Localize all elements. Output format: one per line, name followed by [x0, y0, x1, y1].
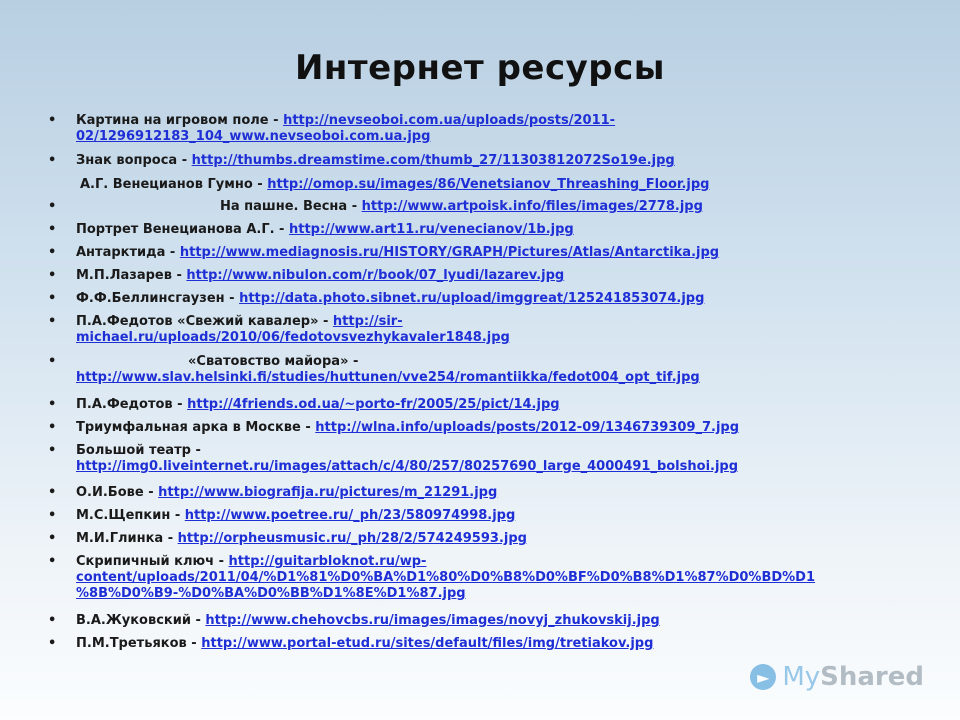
list-item: • «Сватовство майора» - http://www.slav.helsinki.fi/studies/huttunen/vve254/romantiikka/fedot004_opt_tif.jpg [48, 354, 700, 385]
watermark-logo: ► MyShared [750, 662, 924, 692]
resource-link[interactable]: http://www.chehovcbs.ru/images/images/novyj_zhukovskij.jpg [205, 613, 660, 628]
resource-link[interactable]: http://orpheusmusic.ru/_ph/28/2/574249593.jpg [177, 531, 527, 546]
list-item: • Портрет Венецианова А.Г. - http://www.art11.ru/venecianov/1b.jpg [48, 222, 574, 237]
resource-link[interactable]: http://data.photo.sibnet.ru/upload/imggreat/125241853074.jpg [239, 291, 705, 306]
list-item: • Скрипичный ключ - http://guitarbloknot.ru/wp- content/uploads/2011/04/%D1%81%D0%BA%D1%80%D0%B8%D0%BF%D0%B8%D1%87%D0%BD%D1 %8B%D0%B9-%D0%BA%D0%BB%D1%8E%D1%87.jpg [48, 554, 816, 601]
resource-link[interactable]: http://www.slav.helsinki.fi/studies/huttunen/vve254/romantiikka/fedot004_opt_tif.jpg [76, 370, 700, 385]
list-item: • П.А.Федотов - http://4friends.od.ua/~porto-fr/2005/25/pict/14.jpg [48, 397, 560, 412]
list-item: • Знак вопроса - http://thumbs.dreamstime.com/thumb_27/11303812072So19e.jpg [48, 153, 675, 168]
list-item: • М.И.Глинка - http://orpheusmusic.ru/_ph/28/2/574249593.jpg [48, 531, 527, 546]
resource-link[interactable]: http://www.biografija.ru/pictures/m_21291.jpg [158, 485, 498, 500]
resource-link[interactable]: http://omop.su/images/86/Venetsianov_Threashing_Floor.jpg [267, 177, 710, 192]
list-item: • М.П.Лазарев - http://www.nibulon.com/r/book/07_lyudi/lazarev.jpg [48, 268, 565, 283]
list-item: • В.А.Жуковский - http://www.chehovcbs.ru/images/images/novyj_zhukovskij.jpg [48, 613, 660, 628]
list-item: • Картина на игровом поле - http://nevseoboi.com.ua/uploads/posts/2011- 02/1296912183_104_www.nevseoboi.com.ua.jpg [48, 113, 616, 144]
list-item: • Ф.Ф.Беллинсгаузен - http://data.photo.sibnet.ru/upload/imggreat/125241853074.jpg [48, 291, 705, 306]
resource-link[interactable]: http://www.mediagnosis.ru/HISTORY/GRAPH/Pictures/Atlas/Antarctika.jpg [179, 245, 720, 260]
list-item: • О.И.Бове - http://www.biografija.ru/pictures/m_21291.jpg [48, 485, 498, 500]
resource-link[interactable]: http://www.poetree.ru/_ph/23/580974998.jpg [184, 508, 516, 523]
list-item: • П.М.Третьяков - http://www.portal-etud.ru/sites/default/files/img/tretiakov.jpg [48, 636, 654, 651]
resource-link[interactable]: http://www.artpoisk.info/files/images/2778.jpg [361, 199, 703, 214]
list-item: • М.С.Щепкин - http://www.poetree.ru/_ph/23/580974998.jpg [48, 508, 516, 523]
list-item: • Триумфальная арка в Москве - http://wlna.info/uploads/posts/2012-09/1346739309_7.jpg [48, 420, 740, 435]
resource-link[interactable]: http://www.portal-etud.ru/sites/default/files/img/tretiakov.jpg [201, 636, 654, 651]
play-icon: ► [750, 664, 776, 690]
resource-link-continued[interactable]: 02/1296912183_104_www.nevseoboi.com.ua.jpg [76, 129, 431, 144]
resource-link-continued[interactable]: %8B%D0%B9-%D0%BA%D0%BB%D1%8E%D1%87.jpg [76, 586, 466, 601]
list-item: А.Г. Венецианов Гумно - http://omop.su/images/86/Venetsianov_Threashing_Floor.jpg [80, 177, 710, 192]
resource-link[interactable]: http://nevseoboi.com.ua/uploads/posts/2011- [283, 113, 616, 128]
list-item: • Антарктида - http://www.mediagnosis.ru/HISTORY/GRAPH/Pictures/Atlas/Antarctika.jpg [48, 245, 720, 260]
resource-link-continued[interactable]: michael.ru/uploads/2010/06/fedotovsvezhykavaler1848.jpg [76, 330, 510, 345]
resource-link-continued[interactable]: content/uploads/2011/04/%D1%81%D0%BA%D1%80%D0%B8%D0%BF%D0%B8%D1%87%D0%BD%D1 [76, 570, 816, 585]
resource-link[interactable]: http://img0.liveinternet.ru/images/attach/c/4/80/257/80257690_large_4000491_bolshoi.jpg [76, 459, 739, 474]
list-item: • П.А.Федотов «Свежий кавалер» - http://sir- michael.ru/uploads/2010/06/fedotovsvezhykavaler1848.jpg [48, 314, 510, 345]
slide-title: Интернет ресурсы [294, 48, 666, 88]
resource-link[interactable]: http://sir- [332, 314, 403, 329]
resource-link[interactable]: http://www.art11.ru/venecianov/1b.jpg [288, 222, 574, 237]
list-item: • Большой театр - http://img0.liveinternet.ru/images/attach/c/4/80/257/80257690_large_4000491_bolshoi.jpg [48, 443, 739, 474]
resource-link[interactable]: http://wlna.info/uploads/posts/2012-09/1346739309_7.jpg [315, 420, 740, 435]
resource-link[interactable]: http://www.nibulon.com/r/book/07_lyudi/lazarev.jpg [186, 268, 565, 283]
resource-link[interactable]: http://4friends.od.ua/~porto-fr/2005/25/pict/14.jpg [187, 397, 560, 412]
resource-link[interactable]: http://thumbs.dreamstime.com/thumb_27/11303812072So19e.jpg [191, 153, 675, 168]
list-item: • На пашне. Весна - http://www.artpoisk.info/files/images/2778.jpg [48, 199, 703, 214]
resource-link[interactable]: http://guitarbloknot.ru/wp- [228, 554, 427, 569]
